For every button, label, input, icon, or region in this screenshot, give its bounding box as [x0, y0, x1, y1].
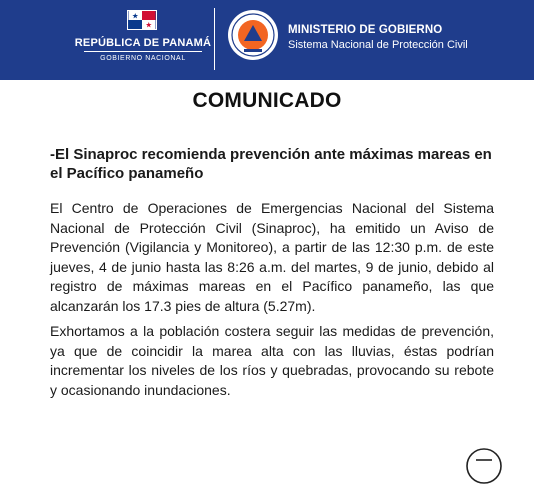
ministry-subtitle: Sistema Nacional de Protección Civil: [288, 39, 468, 51]
corner-circle-icon: [464, 446, 504, 486]
republic-subtitle: GOBIERNO NACIONAL: [100, 55, 186, 62]
header-band: [0, 0, 534, 80]
document-title: COMUNICADO: [192, 89, 342, 112]
civil-protection-seal-icon: [227, 9, 279, 61]
republic-title: REPÚBLICA DE PANAMÁ: [74, 37, 212, 49]
body-paragraph-2: Exhortamos a la población costera seguir las medidas de prevención, ya que de coincidir la marea alta con las lluvias, éstas podrían incrementar los niveles de los ríos y quebradas, provocando su rebote y ocasionando inundaciones.: [50, 323, 494, 398]
header-divider: [214, 8, 215, 70]
republic-divider: [84, 51, 202, 52]
panama-flag-icon: [127, 10, 157, 30]
ministry-title: MINISTERIO DE GOBIERNO: [288, 24, 443, 36]
body-paragraph-1: El Centro de Operaciones de Emergencias Nacional del Sistema Nacional de Protección Civil (Sinaproc), ha emitido un Aviso de Prevención (Vigilancia y Monitoreo), a partir de las 12:30 p.m. de este jueves, 4 de junio hasta las 8:26 a.m. del martes, 9 de junio, debido al registro de máximas mareas en el Pacífico panameño, las que alcanzarán los 17.3 pies de altura (5.27m).: [50, 200, 494, 314]
headline: -El Sinaproc recomienda prevención ante máximas mareas en el Pacífico panameño: [50, 146, 492, 182]
